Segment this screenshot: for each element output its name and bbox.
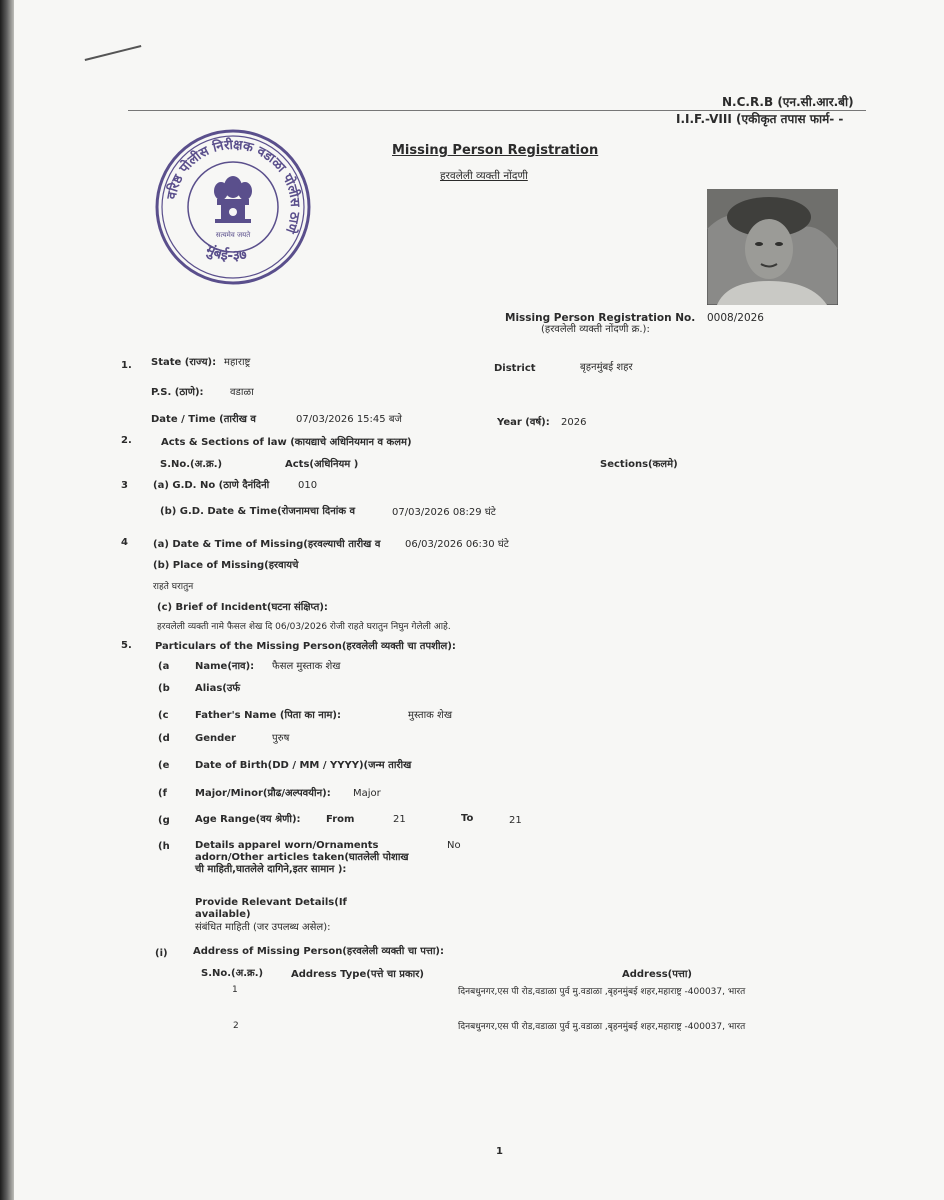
gd-datetime-value: 07/03/2026 08:29 घंटे — [392, 507, 496, 518]
address-col-address: Address(पत्ता) — [622, 969, 692, 980]
registration-datetime-label: Date / Time (तारीख व — [151, 414, 256, 425]
acts-col-acts: Acts(अधिनियम ) — [285, 459, 359, 470]
state-value: महाराष्ट्र — [224, 357, 251, 368]
age-range-label: Age Range(वय श्रेणी): — [195, 814, 301, 825]
missing-datetime-label: (a) Date & Time of Missing(हरवल्याची तारीख व — [153, 539, 381, 550]
father-name-label: Father's Name (पिता का नाम): — [195, 710, 341, 721]
item-a-key: (a — [158, 661, 170, 672]
item-i-key: (i) — [155, 948, 168, 959]
item-c-key: (c — [158, 710, 169, 721]
relevant-details-label-marathi: संबंधित माहिती (जर उपलब्ध असेल): — [195, 922, 331, 933]
svg-text:मुंबई-३७ — [202, 242, 248, 265]
age-from-label: From — [326, 814, 355, 825]
page-title-marathi: हरवलेली व्यक्ती नोंदणी — [440, 170, 528, 182]
acts-col-sno: S.No.(अ.क्र.) — [160, 459, 223, 470]
particulars-label: Particulars of the Missing Person(हरवलेली व्यक्ती चा तपशील): — [155, 641, 456, 652]
gender-value: पुरुष — [272, 733, 290, 744]
major-minor-label: Major/Minor(प्रौढ/अल्पवयीन): — [195, 788, 331, 799]
item-b-key: (b — [158, 683, 170, 694]
registration-datetime-value: 07/03/2026 15:45 बजे — [296, 414, 402, 425]
address-col-sno: S.No.(अ.क्र.) — [201, 968, 264, 979]
apparel-value: No — [447, 840, 461, 851]
state-label: State (राज्य): — [151, 357, 217, 368]
district-value: बृहनमुंबई शहर — [580, 362, 633, 373]
age-to-value: 21 — [509, 815, 522, 826]
item-g-key: (g — [158, 815, 170, 826]
police-station-label: P.S. (ठाणे): — [151, 387, 204, 398]
police-station-value: वडाळा — [230, 387, 254, 398]
father-name-value: मुस्ताक शेख — [408, 710, 452, 721]
age-from-value: 21 — [393, 814, 406, 825]
age-to-label: To — [461, 813, 474, 824]
registration-number-value: 0008/2026 — [707, 312, 764, 324]
section-5-number: 5. — [121, 640, 132, 651]
missing-person-photo — [707, 189, 838, 305]
seal-bottom-text: मुंबई-३७ — [203, 242, 249, 265]
year-label: Year (वर्ष): — [497, 417, 550, 428]
missing-datetime-value: 06/03/2026 06:30 घंटे — [405, 539, 509, 550]
registration-number-label-marathi: (हरवलेली व्यक्ती नोंदणी क्र.): — [541, 324, 650, 335]
place-of-missing-value: राहते घरातुन — [153, 582, 194, 592]
section-1-number: 1. — [121, 360, 132, 371]
seal-ring-text: वरिष्ठ पोलीस निरीक्षक वडाळा पोलीस ठाणे — [164, 137, 303, 235]
relevant-details-label-line-2: available) — [195, 909, 251, 920]
address-row-1-sno: 1 — [232, 985, 238, 995]
item-d-key: (d — [158, 733, 170, 744]
name-value: फैसल मुस्ताक शेख — [272, 661, 341, 672]
gd-number-label: (a) G.D. No (ठाणे दैनंदिनी — [153, 480, 270, 491]
year-value: 2026 — [561, 417, 587, 428]
ncrb-heading: N.C.R.B (एन.सी.आर.बी) — [722, 95, 854, 109]
page-title: Missing Person Registration — [392, 143, 599, 158]
gd-number-value: 010 — [298, 480, 318, 491]
section-2-number: 2. — [121, 435, 132, 446]
alias-label: Alias(उर्फ — [195, 683, 241, 694]
acts-col-sections: Sections(कलमे) — [600, 459, 678, 470]
place-of-missing-label: (b) Place of Missing(हरवायचे — [153, 560, 299, 571]
date-of-birth-label: Date of Birth(DD / MM / YYYY)(जन्म तारीख — [195, 760, 412, 771]
ashoka-emblem-icon — [214, 176, 252, 223]
item-e-key: (e — [158, 760, 170, 771]
relevant-details-label-line-1: Provide Relevant Details(If — [195, 897, 347, 908]
pen-mark — [85, 45, 142, 61]
item-f-key: (f — [158, 788, 167, 799]
address-label: Address of Missing Person(हरवलेली व्यक्ती चा पत्ता): — [193, 946, 444, 957]
registration-number-label: Missing Person Registration No. — [505, 312, 696, 324]
gender-label: Gender — [195, 733, 236, 744]
address-row-2-sno: 2 — [233, 1021, 239, 1031]
major-minor-value: Major — [353, 788, 381, 799]
name-label: Name(नाव): — [195, 661, 255, 672]
seal-motto: सत्यमेव जयते — [215, 231, 251, 239]
address-row-1-address: दिनबधुनगर,एस पी रोड,वडाळा पुर्व मु.वडाळा ,बृहनमुंबई शहर,महाराष्ट्र -400037, भारत — [458, 987, 746, 997]
item-h-key: (h — [158, 841, 170, 852]
address-row-2-address: दिनबधुनगर,एस पी रोड,वडाळा पुर्व मु.वडाळा ,बृहनमुंबई शहर,महाराष्ट्र -400037, भारत — [458, 1022, 746, 1032]
address-col-type: Address Type(पत्ते चा प्रकार) — [291, 969, 424, 980]
police-station-seal — [153, 127, 313, 287]
iif-heading: I.I.F.-VIII (एकीकृत तपास फार्म- - — [676, 112, 844, 126]
section-4-number: 4 — [121, 537, 128, 548]
section-3-number: 3 — [121, 480, 128, 491]
header-rule — [128, 110, 866, 111]
district-label: District — [494, 363, 536, 374]
brief-of-incident-label: (c) Brief of Incident(घटना संक्षिप्त): — [157, 602, 328, 613]
gd-datetime-label: (b) G.D. Date & Time(रोजनामचा दिनांक व — [160, 506, 356, 517]
apparel-label-line-3: ची माहिती,घातलेले दागिने,इतर सामान ): — [195, 864, 347, 875]
brief-of-incident-value: हरवलेली व्यक्ती नामे फैसल शेख दि 06/03/2026 रोजी राहते घरातुन निघुन गेलेली आहे. — [157, 622, 451, 632]
page-number: 1 — [496, 1146, 503, 1157]
apparel-label-line-2: adorn/Other articles taken(घातलेली पोशाख — [195, 852, 409, 863]
apparel-label-line-1: Details apparel worn/Ornaments — [195, 840, 379, 851]
acts-sections-label: Acts & Sections of law (कायद्याचे अधिनियमान व कलम) — [161, 437, 412, 448]
